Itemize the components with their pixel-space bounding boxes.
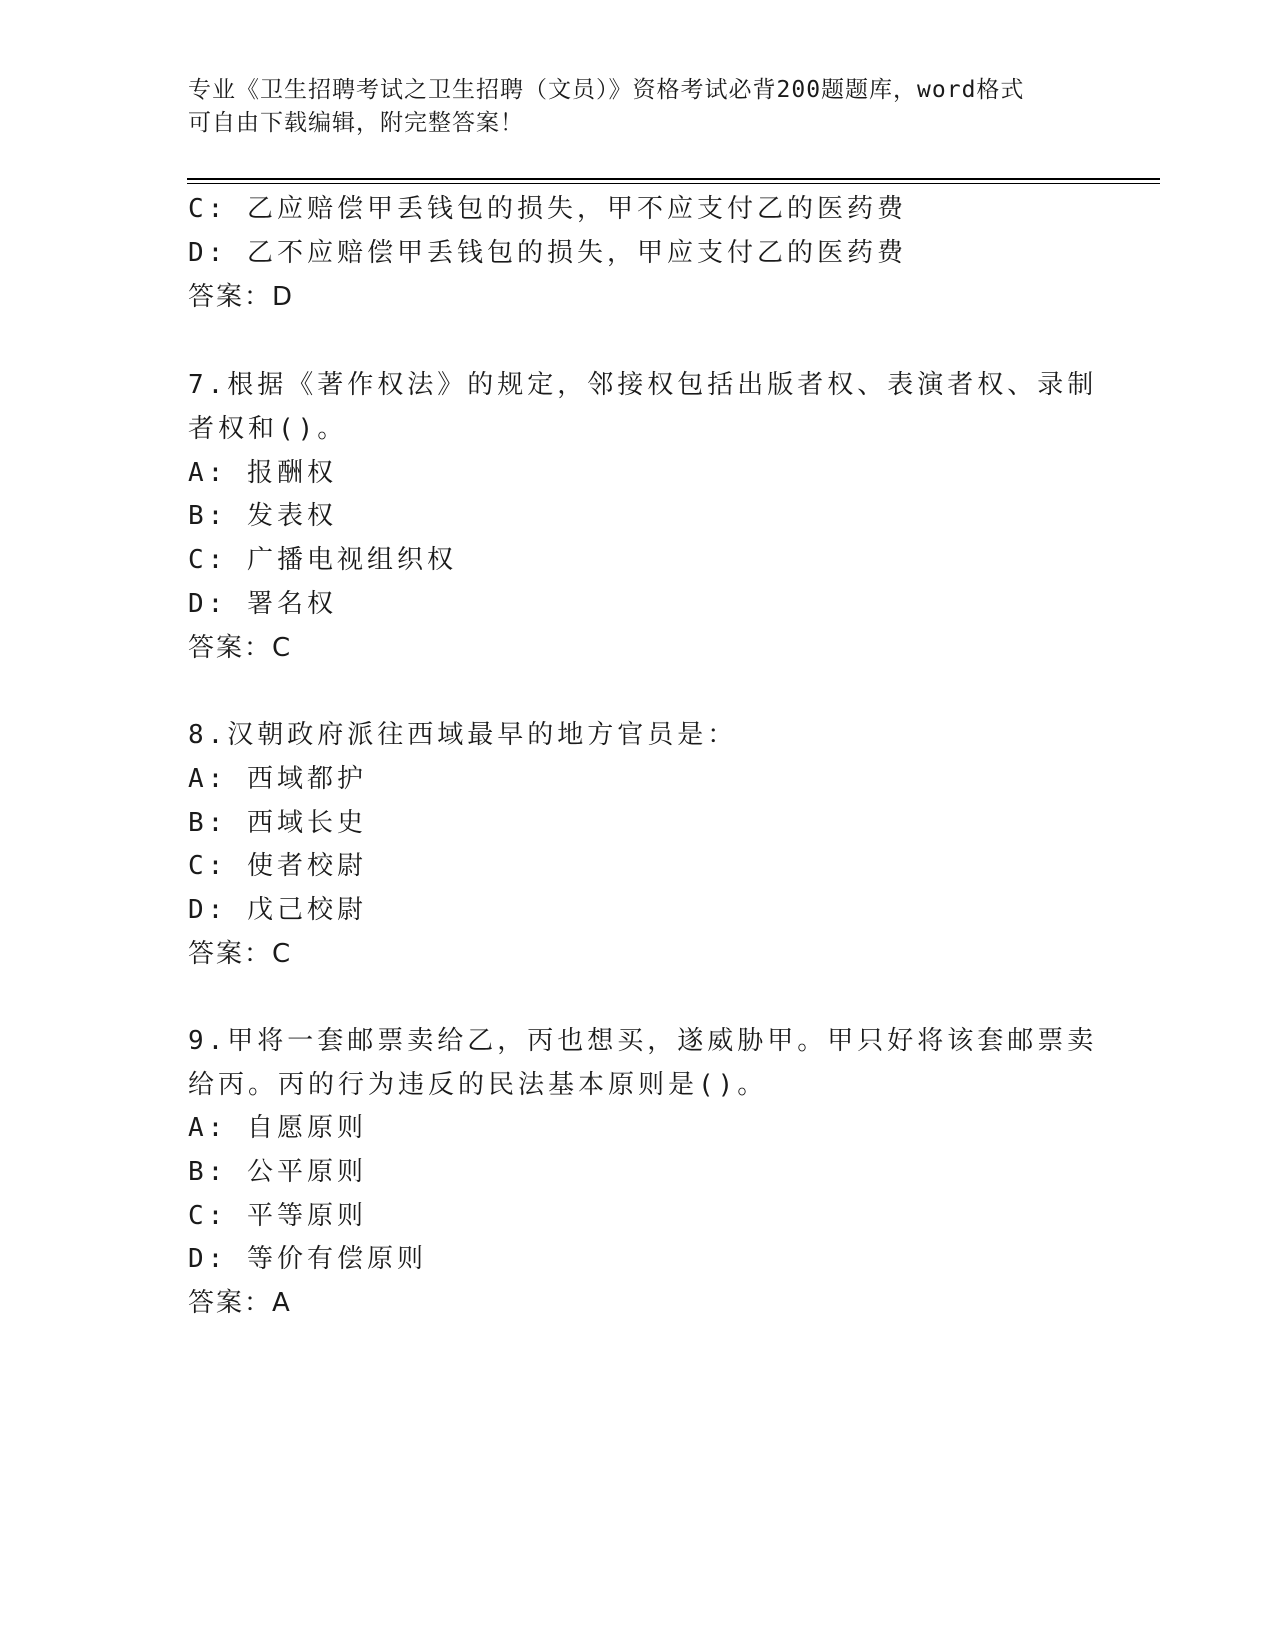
q8-answer: 答案：C	[188, 939, 293, 969]
q9-option-b: B: 公平原则	[188, 1157, 367, 1187]
q7-option-c: C: 广播电视组织权	[188, 545, 457, 575]
q6-answer: 答案：D	[188, 282, 295, 312]
q8-option-a: A: 西域都护	[188, 764, 367, 794]
q9-stem-line-1: 9.甲将一套邮票卖给乙，丙也想买，遂威胁甲。甲只好将该套邮票卖	[188, 1026, 1098, 1056]
header-divider-thin	[187, 183, 1160, 184]
q8-option-b: B: 西域长史	[188, 808, 367, 838]
header-line-1: 专业《卫生招聘考试之卫生招聘（文员）》资格考试必背200题题库，word格式	[188, 77, 1025, 103]
q9-answer: 答案：A	[188, 1288, 292, 1318]
q7-answer: 答案：C	[188, 633, 293, 663]
q9-option-a: A: 自愿原则	[188, 1113, 367, 1143]
q7-option-a: A: 报酬权	[188, 458, 337, 488]
q7-option-b: B: 发表权	[188, 501, 337, 531]
header-line-2: 可自由下载编辑，附完整答案！	[188, 110, 524, 136]
q9-stem-line-2: 给丙。丙的行为违反的民法基本原则是()。	[188, 1070, 768, 1100]
q6-option-d: D: 乙不应赔偿甲丢钱包的损失，甲应支付乙的医药费	[188, 238, 907, 268]
q7-stem-line-1: 7.根据《著作权法》的规定，邻接权包括出版者权、表演者权、录制	[188, 370, 1098, 400]
q7-stem-line-2: 者权和()。	[188, 414, 348, 444]
q9-option-d: D: 等价有偿原则	[188, 1244, 427, 1274]
q8-option-c: C: 使者校尉	[188, 851, 367, 881]
header-divider-thick	[187, 178, 1160, 180]
document-header	[188, 74, 1088, 140]
q9-option-c: C: 平等原则	[188, 1201, 367, 1231]
q8-stem-line-1: 8.汉朝政府派往西域最早的地方官员是：	[188, 720, 738, 750]
q6-option-c: C: 乙应赔偿甲丢钱包的损失，甲不应支付乙的医药费	[188, 194, 907, 224]
q7-option-d: D: 署名权	[188, 589, 337, 619]
q8-option-d: D: 戊己校尉	[188, 895, 367, 925]
